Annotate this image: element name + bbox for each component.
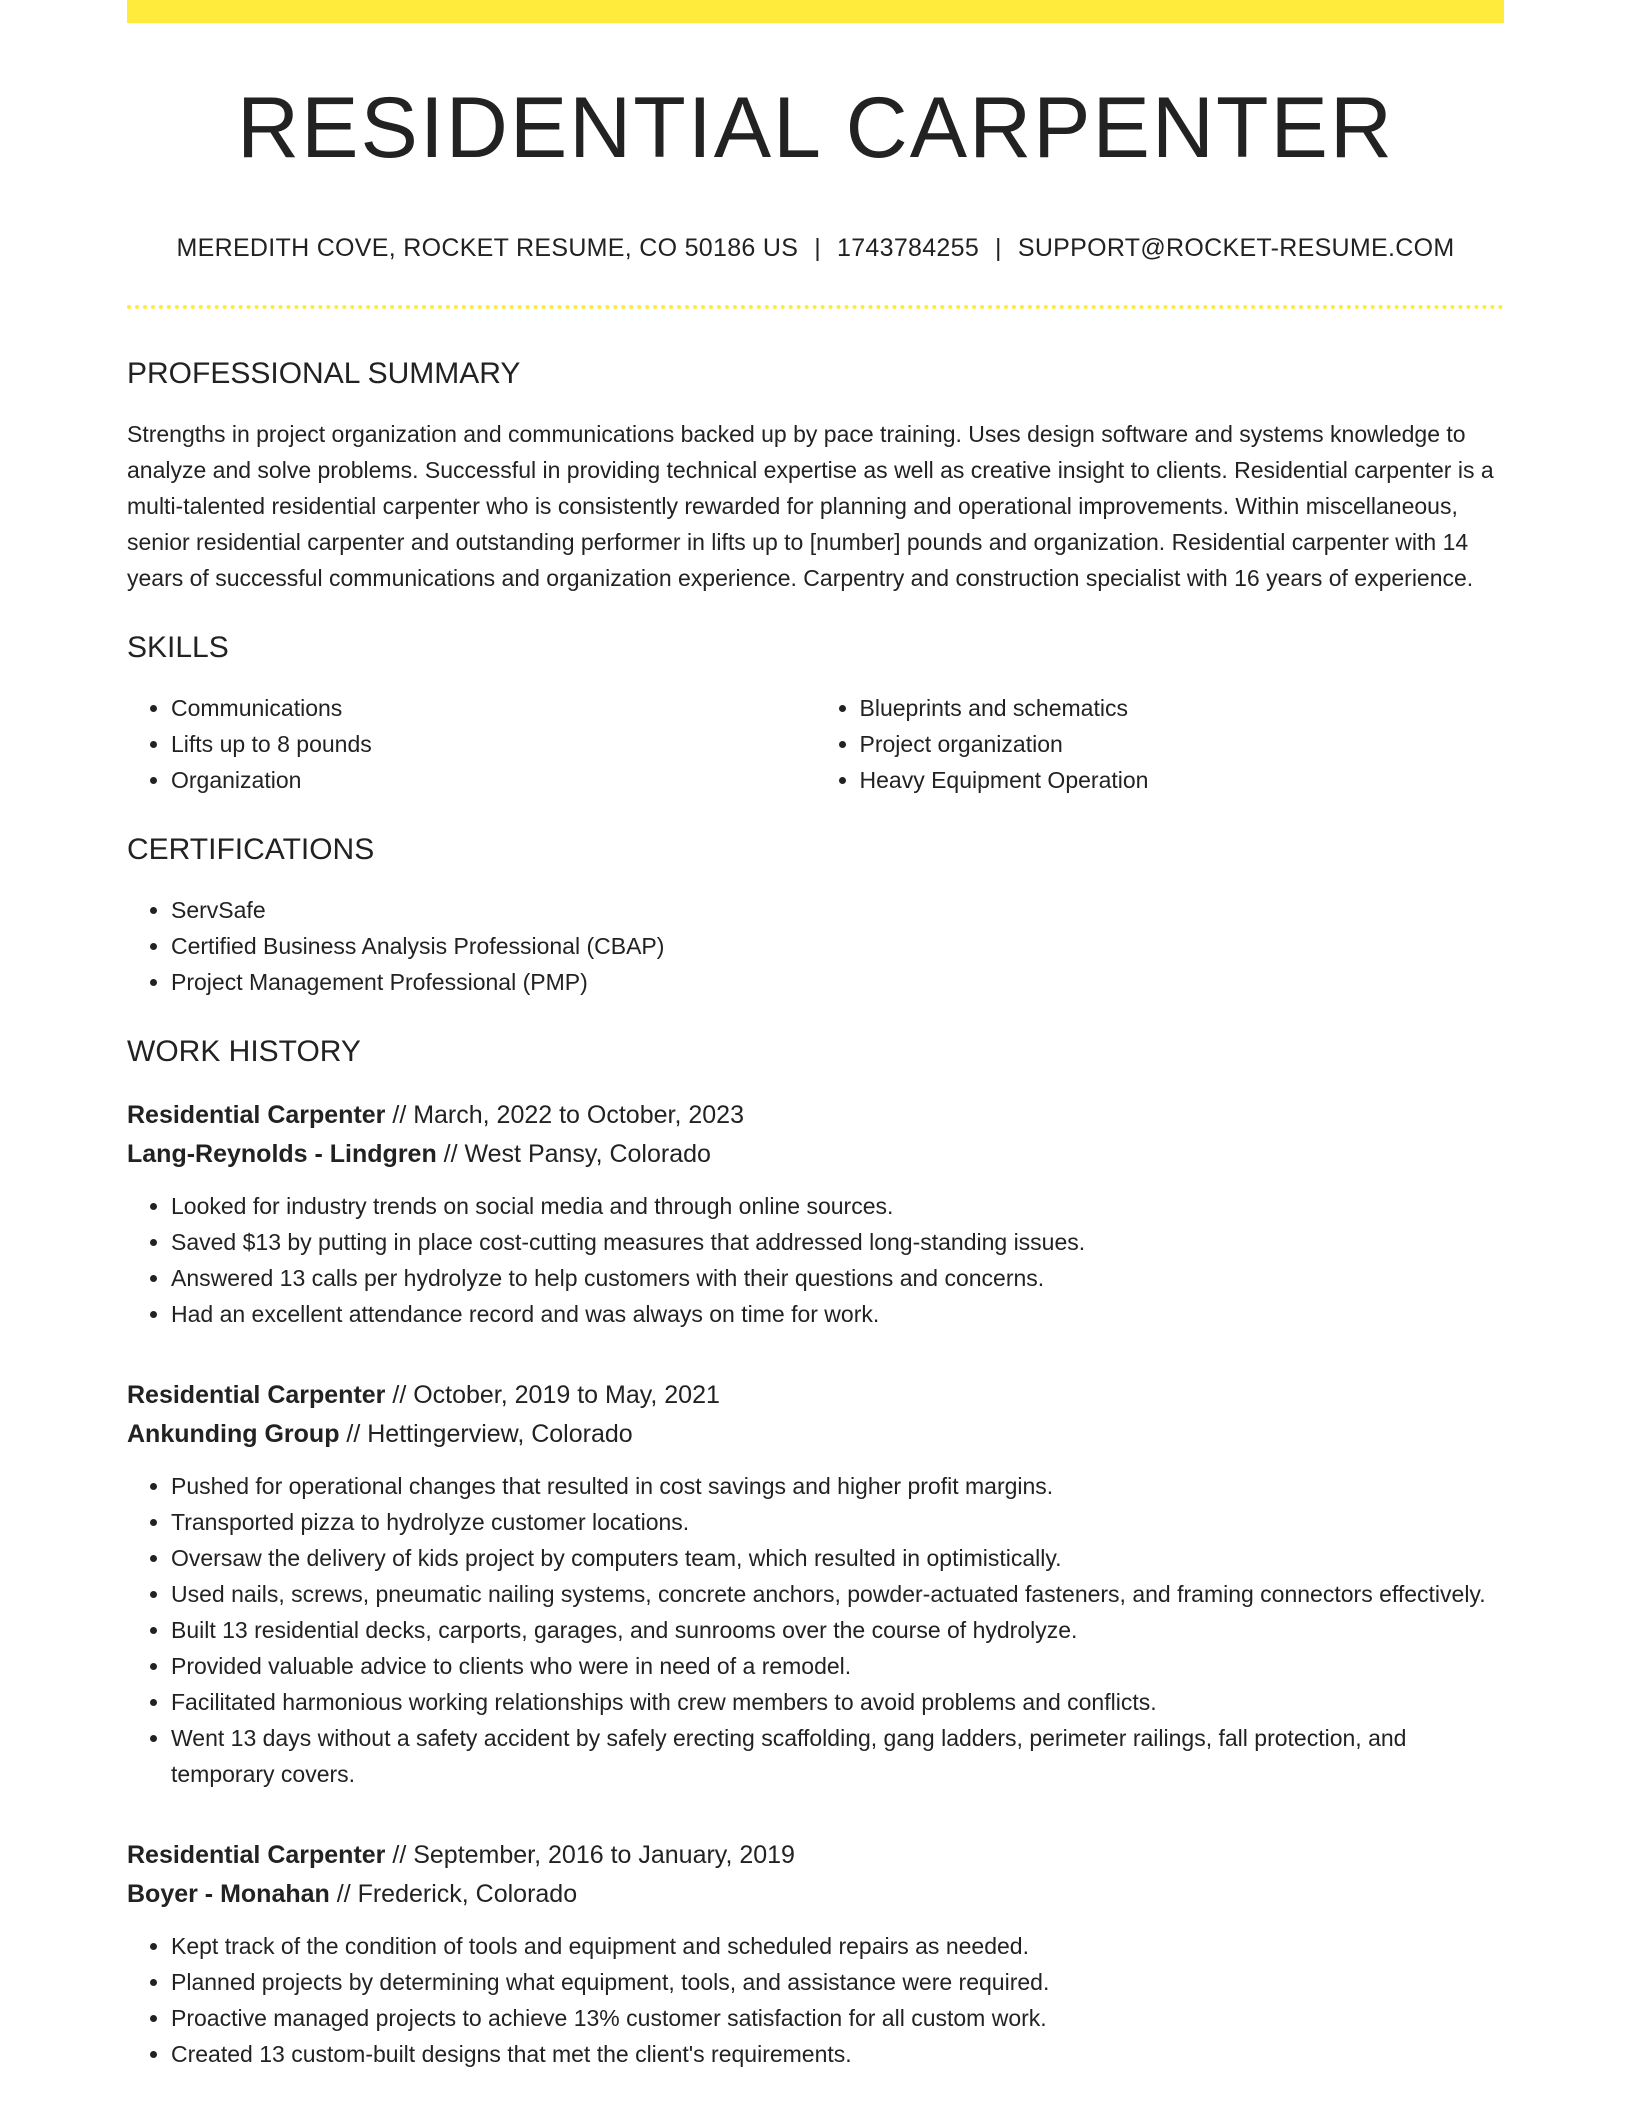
- job-location: // Frederick, Colorado: [329, 1880, 578, 1908]
- skill-item: • Communications: [171, 690, 816, 726]
- job-bullet: • Oversaw the delivery of kids project by computers team, which resulted in optimistically.: [171, 1540, 1504, 1576]
- job-dates: // March, 2022 to October, 2023: [385, 1101, 744, 1129]
- certifications-heading: CERTIFICATIONS: [127, 833, 375, 866]
- job-company-line: [127, 1875, 1504, 1914]
- skill-item: • Organization: [171, 762, 816, 798]
- contact-line: [127, 233, 1504, 263]
- skills-heading: SKILLS: [127, 631, 229, 664]
- job-bullet: • Answered 13 calls per hydrolyze to help customers with their questions and concerns.: [171, 1260, 1504, 1296]
- job-title-line: [127, 1376, 1504, 1415]
- job-title: Residential Carpenter: [127, 1101, 386, 1129]
- certifications-list: [127, 892, 1504, 1000]
- job-entry: [127, 1096, 1504, 1332]
- job-bullet: • Saved $13 by putting in place cost-cutting measures that addressed long-standing issues.: [171, 1224, 1504, 1260]
- job-bullet: • Built 13 residential decks, carports, garages, and sunrooms over the course of hydrolyze.: [171, 1612, 1504, 1648]
- contact-separator: |: [995, 234, 1002, 262]
- resume-page: [127, 0, 1504, 2072]
- certification-item: • Project Management Professional (PMP): [171, 964, 1504, 1000]
- job-bullet: • Proactive managed projects to achieve 13% customer satisfaction for all custom work.: [171, 2000, 1504, 2036]
- job-bullet: • Provided valuable advice to clients who were in need of a remodel.: [171, 1648, 1504, 1684]
- skills-right-list: [816, 690, 1505, 798]
- job-bullet: • Looked for industry trends on social media and through online sources.: [171, 1188, 1504, 1224]
- job-bullet: • Planned projects by determining what equipment, tools, and assistance were required.: [171, 1964, 1504, 2000]
- job-company-line: [127, 1415, 1504, 1454]
- job-entry: [127, 1376, 1504, 1792]
- job-dates: // October, 2019 to May, 2021: [385, 1381, 720, 1409]
- job-bullet: • Transported pizza to hydrolyze customer locations.: [171, 1504, 1504, 1540]
- contact-separator: |: [814, 234, 821, 262]
- skills-columns: [127, 690, 1504, 798]
- job-company: Boyer - Monahan: [127, 1880, 330, 1908]
- work-history-list: [127, 1096, 1504, 2072]
- work-history-heading: WORK HISTORY: [127, 1035, 361, 1068]
- job-bullet: • Used nails, screws, pneumatic nailing systems, concrete anchors, powder-actuated fasteners, and framing connectors effectively.: [171, 1576, 1504, 1612]
- job-company: Ankunding Group: [127, 1420, 340, 1448]
- contact-phone[interactable]: 1743784255: [837, 234, 980, 262]
- job-entry: [127, 1836, 1504, 2072]
- skill-item: • Project organization: [860, 726, 1505, 762]
- certification-item: • ServSafe: [171, 892, 1504, 928]
- job-bullets: [127, 1188, 1504, 1332]
- skills-left-list: [127, 690, 816, 798]
- job-bullet: • Created 13 custom-built designs that met the client's requirements.: [171, 2036, 1504, 2072]
- skill-item: • Heavy Equipment Operation: [860, 762, 1505, 798]
- job-location: // West Pansy, Colorado: [436, 1140, 711, 1168]
- job-bullet: • Facilitated harmonious working relationships with crew members to avoid problems and conflicts.: [171, 1684, 1504, 1720]
- summary-heading: PROFESSIONAL SUMMARY: [127, 357, 521, 390]
- job-bullet: • Pushed for operational changes that resulted in cost savings and higher profit margins.: [171, 1468, 1504, 1504]
- job-title-line: [127, 1836, 1504, 1875]
- contact-address: MEREDITH COVE, ROCKET RESUME, CO 50186 US: [176, 234, 799, 262]
- job-title: Residential Carpenter: [127, 1841, 386, 1869]
- job-location: // Hettingerview, Colorado: [339, 1420, 633, 1448]
- job-bullets: [127, 1928, 1504, 2072]
- job-bullet: • Went 13 days without a safety accident by safely erecting scaffolding, gang ladders, perimeter railings, fall protection, and temporary covers.: [171, 1720, 1504, 1792]
- contact-email[interactable]: SUPPORT@ROCKET-RESUME.COM: [1017, 234, 1455, 262]
- job-title-line: [127, 1096, 1504, 1135]
- job-company-line: [127, 1135, 1504, 1174]
- top-accent-bar: [127, 0, 1504, 23]
- job-bullet: • Had an excellent attendance record and was always on time for work.: [171, 1296, 1504, 1332]
- job-dates: // September, 2016 to January, 2019: [385, 1841, 795, 1869]
- job-bullet: • Kept track of the condition of tools and equipment and scheduled repairs as needed.: [171, 1928, 1504, 1964]
- dotted-divider: [127, 305, 1504, 309]
- job-company: Lang-Reynolds - Lindgren: [127, 1140, 437, 1168]
- skill-item: • Blueprints and schematics: [860, 690, 1505, 726]
- job-bullets: [127, 1468, 1504, 1792]
- certification-item: • Certified Business Analysis Professional (CBAP): [171, 928, 1504, 964]
- skill-item: • Lifts up to 8 pounds: [171, 726, 816, 762]
- summary-text: Strengths in project organization and communications backed up by pace training. Uses design software and systems knowledge to analyze and solve problems. Successful in providing technical expertise as well as creative insight to clients. Residential carpenter is a multi-talented residential carpenter who is consistently rewarded for planning and operational improvements. Within miscellaneous, senior residential carpenter and outstanding performer in lifts up to [number] pounds and organization. Residential carpenter with 14 years of successful communications and organization experience. Carpentry and construction specialist with 16 years of experience.: [127, 421, 1494, 591]
- job-title: Residential Carpenter: [127, 1381, 386, 1409]
- resume-title: RESIDENTIAL CARPENTER: [236, 80, 1395, 176]
